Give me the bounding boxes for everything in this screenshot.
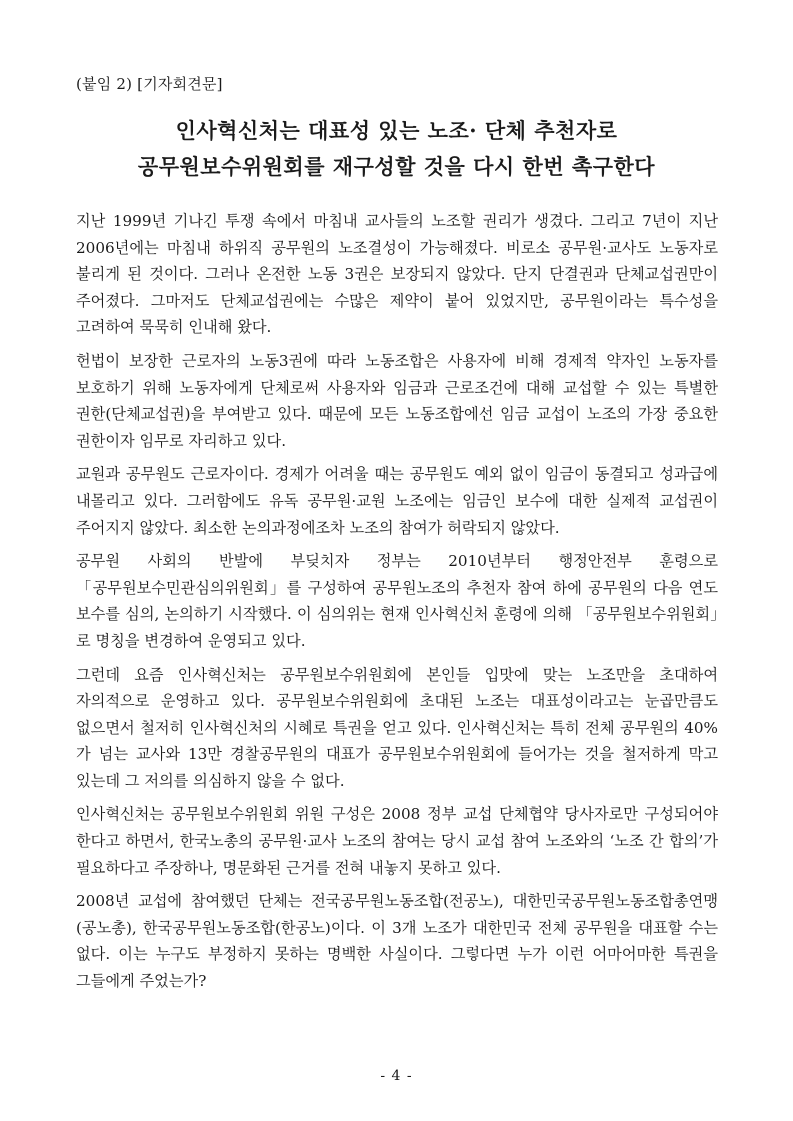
body-paragraph-4: 공무원 사회의 반발에 부딪치자 정부는 2010년부터 행정안전부 훈령으로「공무원보수민관심의위원회」를 구성하여 공무원노조의 추천자 참여 하에 공무원의 다음 연도 보수를 심의, 논의하기 시작했다. 이 심의위는 현재 인사혁신처 훈령에 의해 「공무원보수위원회」로 명칭을 변경하여 운영되고 있다. [76,552,718,650]
body-paragraph-5: 그런데 요즘 인사혁신처는 공무원보수위원회에 본인들 입맛에 맞는 노조만을 초대하여 자의적으로 운영하고 있다. 공무원보수위원회에 초대된 노조는 대표성이라고는 눈곱만큼도 없으면서 철저히 인사혁신처의 시혜로 특권을 얻고 있다. 인사혁신처는 특히 전체 공무원의 40%가 넘는 교사와 13만 경찰공무원의 대표가 공무원보수위원회에 들어가는 것을 철저하게 막고 있는데 그 저의를 의심하지 않을 수 없다. [76,665,718,790]
body-paragraph-3: 교원과 공무원도 근로자이다. 경제가 어려울 때는 공무원도 예외 없이 임금이 동결되고 성과급에 내몰리고 있다. 그러함에도 유독 공무원·교원 노조에는 임금인 보수에 대한 실제적 교섭권이 주어지지 않았다. 최소한 논의과정에조차 노조의 참여가 허락되지 않았다. [76,465,718,537]
body-paragraph-6: 인사혁신처는 공무원보수위원회 위원 구성은 2008 정부 교섭 단체협약 당사자로만 구성되어야 한다고 하면서, 한국노총의 공무원·교사 노조의 참여는 당시 교섭 참여 노조와의 ‘노조 간 합의’가 필요하다고 주장하나, 명문화된 근거를 전혀 내놓지 못하고 있다. [76,805,718,877]
document-body [76,208,718,1002]
page-number: - 4 - [380,1068,413,1084]
document-title-line-1: 인사혁신처는 대표성 있는 노조· 단체 추천자로 [175,118,618,143]
attachment-label: (붙임 2) [기자회견문] [76,75,223,93]
body-paragraph-7: 2008년 교섭에 참여했던 단체는 전국공무원노동조합(전공노), 대한민국공무원노동조합총연맹(공노총), 한국공무원노동조합(한공노)이다. 이 3개 노조가 대한민국 전체 공무원을 대표할 수는 없다. 이는 누구도 부정하지 못하는 명백한 사실이다. 그렇다면 누가 이런 어마어마한 특권을 그들에게 주었는가? [76,892,718,991]
body-paragraph-1: 지난 1999년 기나긴 투쟁 속에서 마침내 교사들의 노조할 권리가 생겼다. 그리고 7년이 지난 2006년에는 마침내 하위직 공무원의 노조결성이 가능해졌다. 비로소 공무원·교사도 노동자로 불리게 된 것이다. 그러나 온전한 노동 3권은 보장되지 않았다. 단지 단결권과 단체교섭권만이 주어졌다. 그마저도 단체교섭권에는 수많은 제약이 붙어 있었지만, 공무원이라는 특수성을 고려하여 묵묵히 인내해 왔다. [76,212,718,337]
document-title-line-2: 공무원보수위원회를 재구성할 것을 다시 한번 촉구한다 [137,154,656,179]
body-paragraph-2: 헌법이 보장한 근로자의 노동3권에 따라 노동조합은 사용자에 비해 경제적 약자인 노동자를 보호하기 위해 노동자에게 단체로써 사용자와 임금과 근로조건에 대해 교섭할 수 있는 특별한 권한(단체교섭권)을 부여받고 있다. 때문에 모든 노동조합에선 임금 교섭이 노조의 가장 중요한 권한이자 임무로 자리하고 있다. [76,351,718,450]
